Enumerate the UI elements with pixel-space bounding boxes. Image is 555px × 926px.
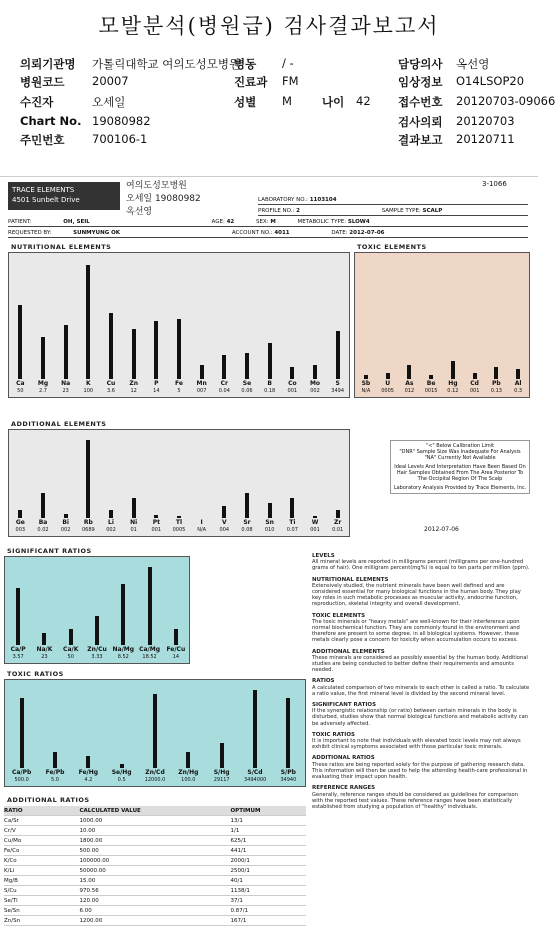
toxic-value: 001 [469, 388, 480, 394]
sig_ratios-bar [42, 633, 46, 645]
report-date: 20120711 [456, 132, 515, 146]
nutritional-bar [132, 329, 136, 379]
nutritional-value: 23 [62, 388, 69, 394]
additional-value: 01 [130, 527, 137, 533]
toxic-bar [473, 373, 477, 379]
tox-ratios-chart [4, 679, 306, 787]
additional-value: 002 [106, 527, 116, 533]
sig_ratios-value: 14 [172, 654, 180, 660]
toxic-value: 0.3 [514, 388, 523, 394]
lab-logo: TRACE ELEMENTS 4501 Sunbelt Drive [8, 182, 120, 210]
hospital-code: 20007 [92, 74, 129, 88]
tox_ratios-bar [253, 690, 257, 768]
nutritional-bar [313, 365, 317, 379]
additional-label: Sn [265, 519, 274, 526]
sig_ratios-label: Ca/Mg [139, 646, 161, 653]
tox_ratios-value: 4.2 [84, 777, 93, 783]
additional-bar [336, 510, 340, 518]
tox_ratios-bar [153, 694, 157, 768]
additional-label: W [311, 519, 319, 526]
additional-label: Ni [130, 519, 138, 526]
additional-bar [64, 514, 68, 518]
nutritional-value: 5 [177, 388, 181, 394]
lab-row-1: LABORATORY NO.: 1103104 [258, 196, 528, 205]
additional-bar [86, 440, 90, 518]
add-ratio-row: Cr/V 10.00 1/1 [4, 826, 306, 836]
ward: / - [282, 56, 294, 70]
toxic-value: 0.12 [447, 388, 459, 394]
nutritional-bar [109, 313, 113, 379]
additional-label: I [200, 519, 203, 526]
nutritional-value: 001 [287, 388, 298, 394]
additional-label: Rb [83, 519, 93, 526]
additional-title: ADDITIONAL ELEMENTS [11, 420, 107, 428]
receipt-number: 20120703-09066 [456, 94, 555, 108]
sig_ratios-value: 50 [67, 654, 74, 660]
additional-bar [132, 498, 136, 519]
additional-bar [109, 510, 113, 518]
nutritional-label: B [267, 380, 272, 387]
nutritional-value: 007 [196, 388, 207, 394]
additional-bar [268, 503, 272, 518]
tox_ratios-value: 100.0 [181, 777, 196, 783]
additional-value: 003 [15, 527, 26, 533]
nutritional-label: Zn [129, 380, 138, 387]
sig_ratios-label: Na/Mg [112, 646, 135, 653]
lab-row-2: PROFILE NO.: 2 SAMPLE TYPE: SCALP [258, 207, 528, 216]
additional-bar [154, 515, 158, 518]
toxic-label: U [385, 380, 391, 387]
tox_ratios-label: S/Pb [280, 769, 296, 776]
additional-label: V [222, 519, 227, 526]
additional-label: Sr [243, 519, 251, 526]
tox_ratios-bar [120, 764, 124, 768]
toxic-label: Al [514, 380, 522, 387]
tox_ratios-value: 34940 [280, 777, 297, 783]
tox_ratios-label: Se/Hg [111, 769, 132, 776]
institution-label: 의뢰기관명 [20, 57, 76, 71]
hospital-code-label: 병원코드 [20, 75, 65, 89]
tox_ratios-value: 12000.0 [144, 777, 166, 783]
nutritional-value: 002 [310, 388, 320, 394]
clinical: O14LSOP20 [456, 74, 525, 88]
toxic-bar [494, 367, 498, 379]
institution: 가톨릭대학교 여의도성모병원 [92, 57, 241, 71]
toxic-bar [407, 365, 411, 379]
additional-bar [18, 510, 22, 518]
add-ratio-row: Se/Sn 6.00 0.87/1 [4, 906, 306, 916]
sig_ratios-bar [121, 584, 125, 646]
tox_ratios-value: 3494000 [244, 777, 267, 783]
additional-bar [177, 516, 181, 518]
chart-label: Chart No. [20, 114, 82, 128]
sig_ratios-bar [174, 629, 178, 645]
doctor-label: 담당의사 [398, 57, 443, 71]
add-ratio-row: Se/Tl 120.00 37/1 [4, 896, 306, 906]
nutritional-label: Na [61, 380, 71, 387]
toxic-label: Pb [492, 380, 501, 387]
sex-label: 성별 [234, 95, 257, 109]
nutritional-value: 14 [153, 388, 160, 394]
additional-value: 010 [264, 527, 275, 533]
lab-row-4: REQUESTED BY: SUNMYUNG OK ACCOUNT NO.: 4011 DATE: 2012-07-06 [8, 229, 528, 238]
nutritional-value: 0.04 [218, 388, 230, 394]
patient-name: 오세일 [92, 95, 126, 109]
nutritional-label: K [86, 380, 91, 387]
additional-value: 001 [310, 527, 320, 533]
additional-value: 002 [60, 527, 71, 533]
additional-value: 001 [151, 527, 162, 533]
nutritional-bar [336, 331, 340, 379]
sig-ratios-title: SIGNIFICANT RATIOS [7, 547, 92, 555]
toxic-label: Cd [470, 380, 479, 387]
additional-label: Ge [15, 519, 25, 526]
nutritional-label: Mo [309, 380, 321, 387]
tox_ratios-value: 0.5 [117, 777, 126, 783]
tox_ratios-value: 500.0 [14, 777, 29, 783]
nutritional-value: 50 [17, 388, 24, 394]
sig_ratios-label: Ca/P [10, 646, 26, 653]
tox_ratios-label: Zn/Hg [178, 769, 199, 776]
rrn-label: 주민번호 [20, 133, 65, 147]
sig_ratios-bar [95, 616, 99, 645]
receipt-label: 접수번호 [398, 95, 443, 109]
add-ratio-row: K/Li 50000.00 2500/1 [4, 866, 306, 876]
nutritional-bar [86, 265, 90, 379]
additional-chart [8, 429, 350, 537]
report-title: 모발분석(병원급) 검사결과보고서 [98, 14, 440, 38]
add-ratio-row: Ca/Sr 1000.00 13/1 [4, 816, 306, 826]
nutritional-bar [18, 305, 22, 379]
additional-value: 0.02 [37, 527, 49, 533]
notes-column: LEVELS All mineral levels are reported in milligrams percent (milligrams per one-hundred grams of hair). One milligram percent(mg%) is equal to ten parts per million (ppm). NUTRITIONAL ELEMENTS Extensively studied, the nutrient minerals have been well defined and are considered essential for many biological functions in the human body. They play key roles in such metabolic processes as muscular activity, endocrine function, reproduction, skeletal integrity and overall development. TOXIC ELEMENTS The toxic minerals or "heavy metals" are well-known for their interference upon normal biochemical function. They are commonly found in the environment and therefore are present to some degree, in all biological systems. However, these metals clearly pose a concern for toxicity when accumulation occurs to excess. ADDITIONAL ELEMENTS These minerals are considered as possibly essential by the human body. Additional studies are being conducted to better define their requirements and amounts needed. RATIOS A calculated comparison of two minerals to each other is called a ratio. To calculate a ratio value, the first mineral level is divided by the second mineral level. SIGNIFICANT RATIOS If the synergistic relationship (or ratio) between certain minerals in the body is disturbed, studies show that normal biological functions and metabolic activity can be adversely affected. TOXIC RATIOS It is important to note that individuals with elevated toxic levels may not always exhibit clinical symptoms associated with those particular toxic minerals. ADDITIONAL RATIOS These ratios are being reported solely for the purpose of gathering research data. This information will then be used to help the attending health-care professional in evaluating their impact upon health. REFERENCE RANGES Generally, reference ranges should be considered as guidelines for comparison with the reported test values. These reference ranges have been statistically established from studying a population of "healthy" individuals. [312, 553, 530, 810]
additional-bar [245, 493, 249, 518]
report-date-label: 결과보고 [398, 133, 443, 147]
tox_ratios-bar [186, 752, 190, 768]
nutritional-value: 2.7 [39, 388, 47, 394]
doctor: 옥선영 [456, 57, 490, 71]
toxic-label: As [405, 380, 414, 387]
tox_ratios-label: S/Cd [247, 769, 263, 776]
nutritional-bar [222, 355, 226, 379]
toxic-label: Be [426, 380, 436, 387]
toxic-label: Hg [448, 380, 458, 387]
request-label: 검사의뢰 [398, 115, 443, 129]
nutritional-label: Cu [106, 380, 116, 387]
sig_ratios-value: 23 [41, 654, 48, 660]
additional-label: Tl [175, 519, 183, 526]
tox_ratios-bar [220, 743, 224, 768]
nutritional-bar [41, 337, 45, 379]
sig_ratios-value: 3.57 [12, 654, 24, 660]
add-ratios-table: RATIO CALCULATED VALUE OPTIMUM Ca/Sr 1000.00 13/1 Cr/V 10.00 1/1 Cu/Mo 1800.00 625/1 Fe/Co 500.00 441/1 K/Co 100000.00 2000/1 K/Li 50000.00 2500/1 Mg/B 15.00 40/1 S/Cu 970.56 1138/1 Se/Tl 120.00 37/1 Se/Sn 6.00 0.87/1 Zn/Sn 1200.00 167/1 [4, 806, 306, 926]
sig_ratios-value: 8.52 [117, 654, 129, 660]
nutritional-bar [64, 325, 68, 379]
clinical-label: 임상정보 [398, 75, 443, 89]
toxic-bar [386, 373, 390, 379]
additional-label: Pt [152, 519, 160, 526]
additional-label: Li [108, 519, 114, 526]
dept: FM [282, 74, 299, 88]
toxic-bar [429, 375, 433, 379]
nutritional-bar [200, 365, 204, 379]
nutritional-chart [8, 252, 350, 398]
tox-ratios-title: TOXIC RATIOS [7, 670, 64, 678]
add-ratio-row: Mg/B 15.00 40/1 [4, 876, 306, 886]
additional-value: 004 [219, 527, 230, 533]
tox_ratios-label: Fe/Hg [78, 769, 99, 776]
legend-box: "<" Below Calibration Limit "DNR" Sample Size Was Inadequate For Analysis "NA" Currently Not Available Ideal Levels And Interpretation Have Been Based On Hair Samples Obtained From The Area Posterior To The Occipital Region Of The Scalp Laboratory Analysis Provided by Trace Elements, Inc. [390, 440, 530, 494]
nutritional-value: 3.6 [107, 388, 115, 394]
additional-value: 0.01 [332, 527, 344, 533]
tox_ratios-value: 29117 [213, 777, 230, 783]
add-ratio-row: S/Cu 970.56 1138/1 [4, 886, 306, 896]
nutritional-label: Fe [175, 380, 183, 387]
sex: M [282, 94, 292, 108]
toxic-bar [516, 369, 520, 379]
sig-ratios-chart [4, 556, 190, 664]
sig_ratios-label: Fe/Cu [166, 646, 186, 653]
nutritional-label: Se [242, 380, 252, 387]
nutritional-label: Mn [196, 380, 207, 387]
tox_ratios-value: 5.0 [51, 777, 59, 783]
nutritional-label: P [154, 380, 159, 387]
nutritional-label: S [335, 380, 340, 387]
tox_ratios-bar [286, 698, 290, 768]
additional-value: 0689 [81, 527, 95, 533]
age-label: 나이 [322, 95, 345, 109]
rrn: 700106-1 [92, 132, 148, 146]
tox_ratios-label: Zn/Cd [145, 769, 165, 776]
handwritten-note: 3-1066 [482, 180, 507, 188]
ward-label: 병동 [234, 57, 257, 71]
additional-value: 0.08 [241, 527, 253, 533]
tox_ratios-bar [53, 752, 57, 768]
add-ratio-row: Cu/Mo 1800.00 625/1 [4, 836, 306, 846]
toxic-chart [354, 252, 530, 398]
nutritional-label: Cr [220, 380, 229, 387]
add-ratio-row: Zn/Sn 1200.00 167/1 [4, 916, 306, 926]
nutritional-title: NUTRITIONAL ELEMENTS [11, 243, 112, 251]
stamp-date: 2012-07-06 [424, 526, 459, 533]
add-ratio-row: Fe/Co 500.00 441/1 [4, 846, 306, 856]
tox_ratios-bar [86, 756, 90, 768]
patient-label: 수진자 [20, 95, 54, 109]
tox_ratios-label: S/Hg [213, 769, 230, 776]
additional-label: Bi [62, 519, 69, 526]
additional-value: 0.07 [286, 527, 298, 533]
tox_ratios-label: Fe/Pb [45, 769, 65, 776]
toxic-value: 0.13 [490, 388, 502, 394]
nutritional-value: 0.18 [264, 388, 276, 394]
additional-value: 0005 [172, 527, 186, 533]
toxic-value: 0015 [424, 388, 438, 394]
additional-bar [290, 498, 294, 519]
nutritional-bar [177, 319, 181, 379]
sig_ratios-label: Zn/Cu [87, 646, 107, 653]
nutritional-label: Mg [37, 380, 49, 387]
toxic-value: 0005 [381, 388, 394, 394]
add-ratios-title: ADDITIONAL RATIOS [7, 796, 90, 804]
sig_ratios-bar [16, 588, 20, 645]
toxic-value: 012 [404, 388, 415, 394]
additional-label: Ti [289, 519, 296, 526]
toxic-label: Sb [361, 380, 371, 387]
nutritional-label: Ca [16, 380, 25, 387]
nutritional-value: 12 [130, 388, 137, 394]
nutritional-value: 3494 [331, 388, 345, 394]
toxic-value: N/A [361, 388, 371, 394]
sig_ratios-value: 3.33 [91, 654, 103, 660]
nutritional-bar [268, 343, 272, 379]
sig_ratios-label: Ca/K [63, 646, 79, 653]
sig_ratios-value: 18.52 [142, 654, 157, 660]
additional-bar [313, 516, 317, 518]
lab-row-3: PATIENT: OH, SEIL AGE: 42 SEX: M METABOLIC TYPE: SLOW4 [8, 218, 528, 227]
toxic-bar [364, 375, 368, 379]
nutritional-value: 0.06 [241, 388, 253, 394]
sig_ratios-label: Na/K [36, 646, 53, 653]
additional-bar [41, 493, 45, 518]
nutritional-bar [290, 367, 294, 379]
additional-label: Zr [334, 519, 342, 526]
age: 42 [356, 94, 371, 108]
request-date: 20120703 [456, 114, 515, 128]
additional-bar [222, 506, 226, 518]
chart-number: 19080982 [92, 114, 151, 128]
sig_ratios-bar [148, 567, 152, 645]
nutritional-value: 100 [83, 388, 94, 394]
sig_ratios-bar [69, 629, 73, 645]
toxic-bar [451, 361, 455, 379]
nutritional-bar [245, 353, 249, 379]
tox_ratios-bar [20, 698, 24, 768]
handwritten-label: 여의도성모병원 오세일 19080982 옥선영 [126, 181, 201, 217]
dept-label: 진료과 [234, 75, 268, 89]
tox_ratios-label: Ca/Pb [11, 769, 32, 776]
additional-label: Ba [38, 519, 48, 526]
nutritional-bar [154, 321, 158, 379]
add-ratio-row: K/Co 100000.00 2000/1 [4, 856, 306, 866]
toxic-title: TOXIC ELEMENTS [357, 243, 427, 251]
additional-value: N/A [197, 527, 207, 533]
nutritional-label: Co [288, 380, 297, 387]
